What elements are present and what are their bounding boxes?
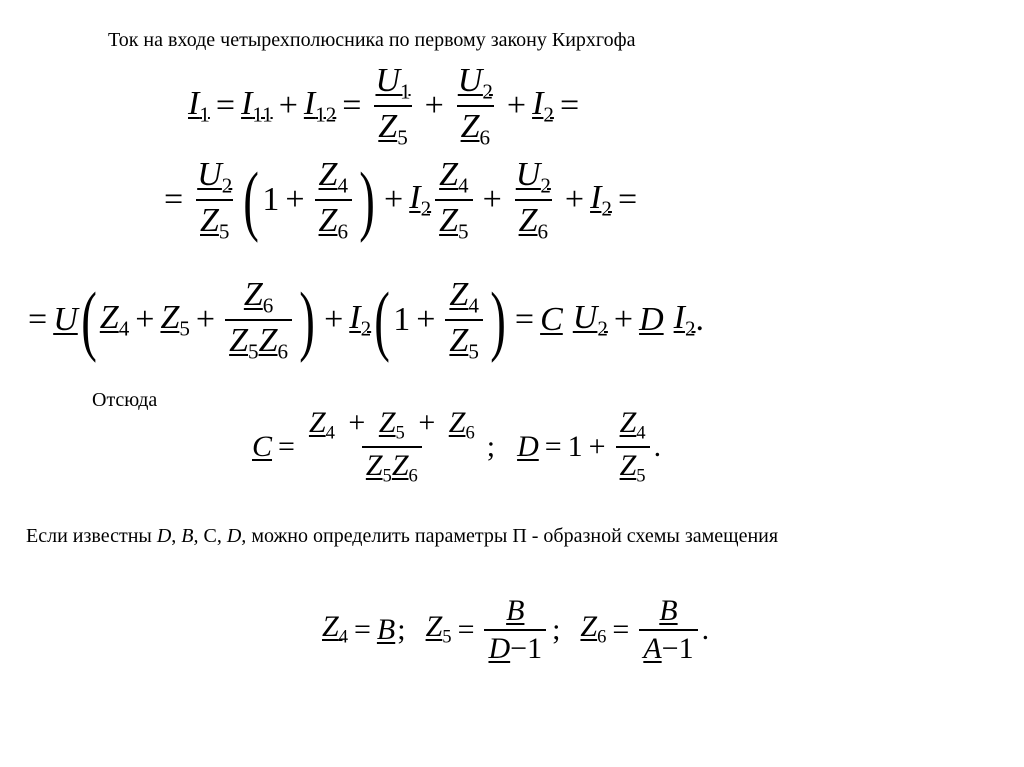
equation-line-2: [158, 158, 643, 243]
plus-sign: +: [482, 181, 502, 219]
plus-sign: +: [285, 181, 305, 219]
symbol-U: U: [53, 301, 78, 339]
plus-sign: +: [416, 301, 436, 339]
right-paren: ): [359, 156, 375, 244]
number-one: 1: [262, 181, 280, 219]
symbol-B: B: [376, 613, 396, 646]
plus-sign: +: [324, 301, 344, 339]
symbol-I2: $I_2$: [349, 299, 372, 341]
left-paren: (: [80, 276, 97, 364]
period: .: [701, 613, 710, 646]
symbol-U2: $U_2$: [572, 299, 608, 341]
fraction-Z4Z5Z6-Z5Z6: $\frac{Z_4 + Z_5 + Z_6}{Z_5Z_6}$: [308, 406, 475, 487]
plus-sign: +: [195, 301, 216, 339]
equals-sign: =: [215, 87, 236, 125]
equals-sign: =: [544, 430, 562, 464]
number-one: 1: [393, 301, 411, 339]
fraction-Z6-Z5Z6: $\frac{Z_6}{Z_5Z_6}$: [225, 278, 292, 363]
fraction-Z4-Z5: $\frac{Z_4}{Z_5}$: [435, 158, 472, 243]
symbol-Z5: $Z_5$: [160, 299, 190, 341]
slide-heading: Ток на входе четырехполюсника по первому закону Кирхгофа: [108, 29, 636, 51]
equals-sign: =: [457, 613, 475, 646]
equals-sign: =: [342, 87, 362, 125]
semicolon: ;: [552, 613, 561, 646]
symbol-I2: $I_2$: [532, 85, 554, 127]
left-paren: (: [374, 276, 390, 364]
equals-sign: =: [514, 301, 535, 339]
left-paren: (: [243, 156, 260, 244]
period: .: [653, 430, 662, 464]
equals-sign: =: [278, 430, 295, 464]
equals-sign: =: [28, 301, 48, 339]
symbol-I12: $I_{12}$: [303, 85, 337, 127]
plus-sign: +: [564, 181, 585, 219]
symbol-D: D: [517, 430, 539, 464]
symbol-C: C: [252, 430, 273, 464]
symbol-C: C: [540, 301, 563, 339]
plus-sign: +: [613, 301, 634, 339]
equation-Z4-Z5-Z6: [322, 596, 709, 664]
plus-sign: +: [588, 430, 606, 464]
fraction-B-A-minus-1: $\frac{B}{A-1}$: [639, 596, 697, 664]
right-paren: ): [490, 276, 506, 364]
fraction-U2-Z5: $\frac{U_2}{Z_5}$: [197, 156, 233, 244]
plus-sign: +: [506, 87, 527, 125]
equation-C-D: [252, 408, 661, 486]
hence-label: Отсюда: [92, 389, 158, 411]
plus-sign: +: [278, 87, 298, 125]
equals-sign: =: [612, 613, 630, 646]
equals-sign: =: [617, 181, 638, 219]
semicolon: ;: [397, 613, 406, 646]
equals-sign: =: [164, 181, 184, 219]
fraction-Z4-Z5: $\frac{Z_4}{Z_5}$: [445, 278, 482, 363]
symbol-Z6: $Z_6$: [580, 610, 607, 648]
fraction-U2-Z6: $\frac{U_2}{Z_6}$: [515, 156, 551, 244]
symbol-I2: $I_2$: [673, 299, 696, 341]
symbol-I2: $I_2$: [409, 179, 432, 221]
equals-sign: =: [353, 613, 371, 646]
fraction-Z4-Z6: $\frac{Z_4}{Z_6}$: [315, 158, 352, 243]
symbol-Z4: $Z_4$: [322, 610, 348, 648]
symbol-I11: $I_{11}$: [241, 85, 273, 127]
period: .: [695, 301, 705, 339]
fraction-B-D-minus-1: $\frac{B}{D-1}$: [484, 596, 546, 664]
symbol-Z5: $Z_5$: [425, 610, 452, 648]
number-one: 1: [567, 430, 583, 464]
plus-sign: +: [424, 87, 444, 125]
if-known-text: Если известны D, B, С, D, можно определить параметры П - образной схемы замещения: [26, 525, 779, 547]
semicolon: ;: [486, 430, 496, 464]
equation-line-3: [22, 278, 704, 363]
fraction-U2-Z6: $\frac{U_2}{Z_6}$: [457, 62, 493, 150]
symbol-Z4: $Z_4$: [99, 299, 130, 341]
fraction-Z4-Z5: $\frac{Z_4}{Z_5}$: [616, 408, 650, 486]
symbol-D: D: [639, 301, 664, 339]
right-paren: ): [299, 276, 315, 364]
fraction-U1-Z5: $\frac{U_1}{Z_5}$: [375, 62, 411, 150]
symbol-I2: $I_2$: [590, 179, 612, 221]
plus-sign: +: [384, 181, 404, 219]
equals-sign: =: [559, 87, 580, 125]
symbol-I1: $I_1$: [188, 85, 210, 127]
plus-sign: +: [135, 301, 155, 339]
equation-line-1: [188, 64, 585, 149]
